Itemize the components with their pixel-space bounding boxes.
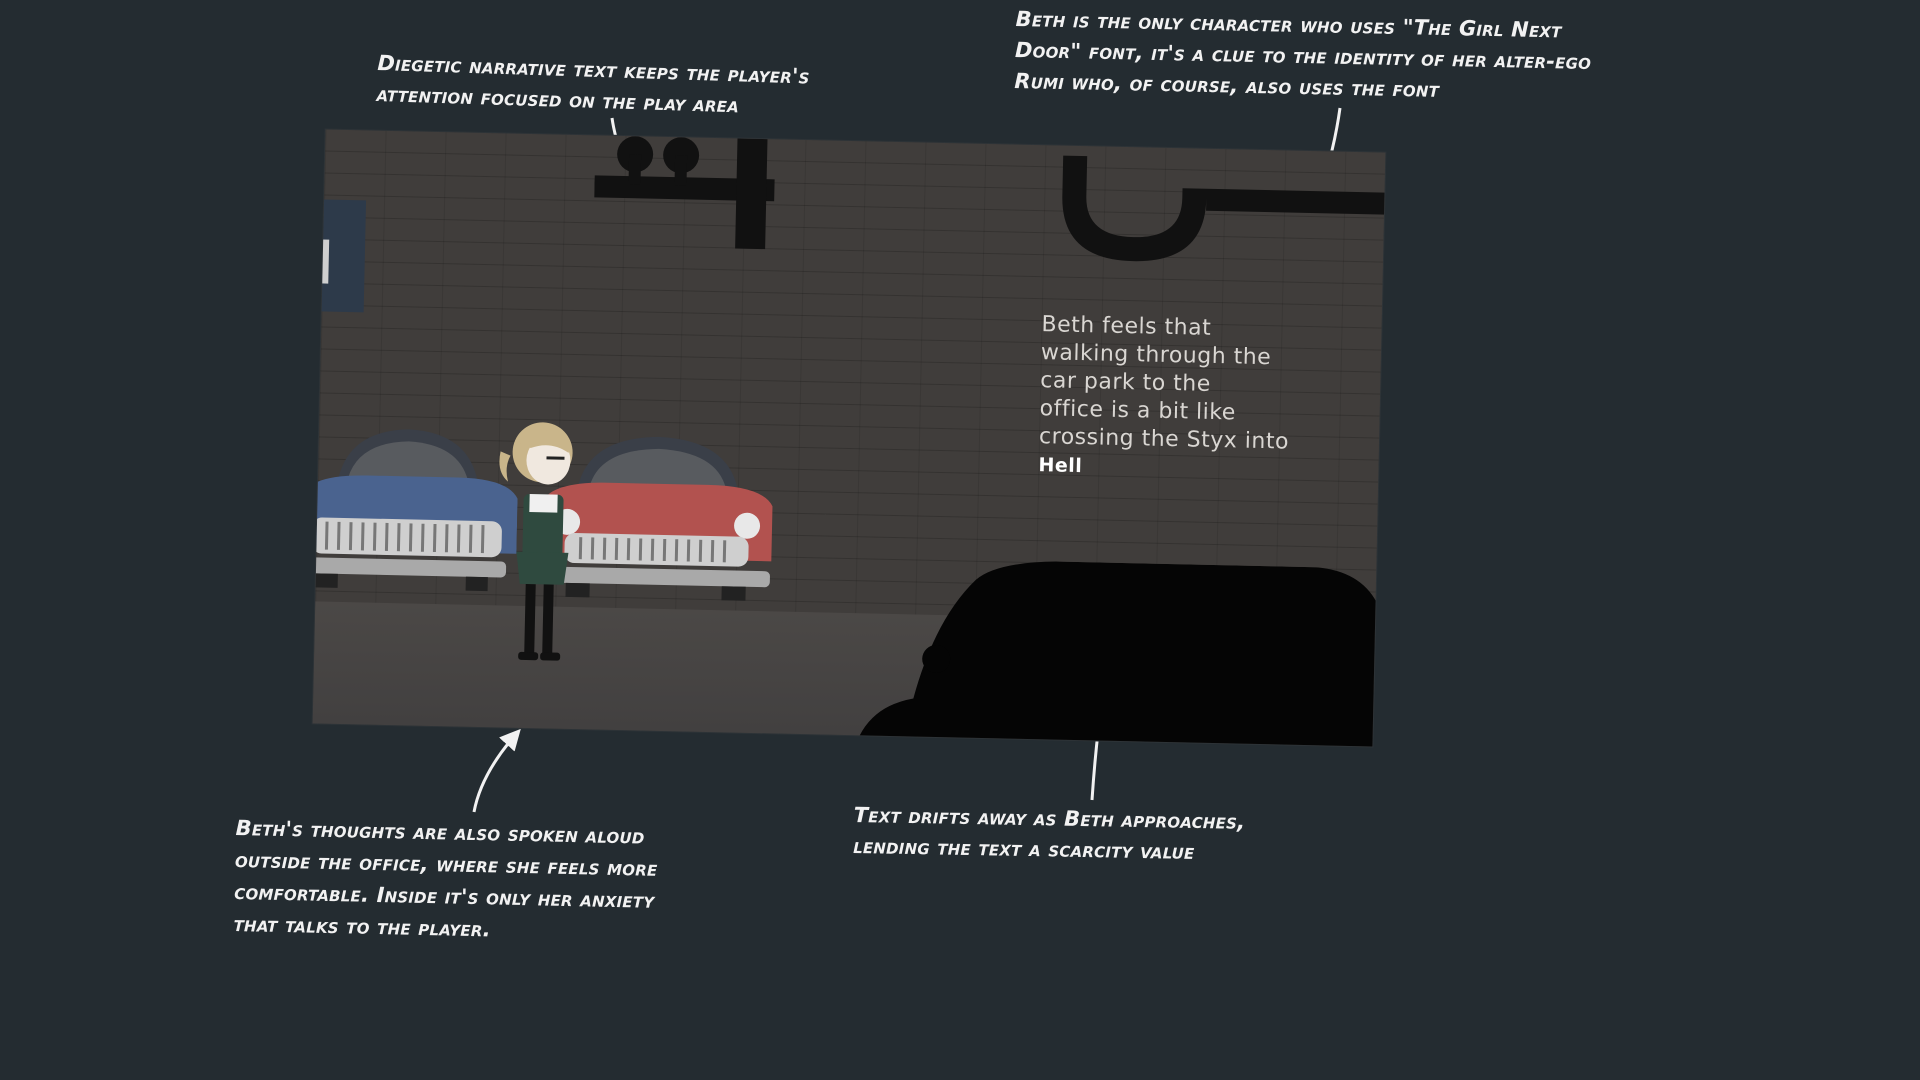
thought-line: office is a bit like xyxy=(1039,396,1237,426)
thought-line: walking through the xyxy=(1040,340,1272,371)
beth-character-icon xyxy=(486,411,598,673)
thought-highlight: Hell xyxy=(1038,454,1083,478)
overhead-pipes-icon xyxy=(593,130,1385,273)
annotation-line: Rumi who, of course, also uses the font xyxy=(1014,68,1440,102)
annotation-font-clue xyxy=(1014,4,1592,109)
thought-line: crossing the Styx into xyxy=(1038,424,1290,455)
annotation-line: Text drifts away as Beth approaches, xyxy=(853,802,1246,834)
annotation-line: Beth's thoughts are also spoken aloud xyxy=(235,815,645,849)
annotation-line: attention focused on the play area xyxy=(376,81,740,118)
arrow-spoken xyxy=(474,732,518,812)
annotation-line: that talks to the player. xyxy=(233,911,492,942)
annotation-text-drift xyxy=(853,800,1246,869)
thought-line: Beth feels that xyxy=(1041,312,1212,341)
beth-thought-text xyxy=(1038,311,1332,485)
annotation-line: comfortable. Inside it's only her anxiety xyxy=(234,879,655,913)
annotation-diegetic xyxy=(376,48,810,124)
annotation-line: Diegetic narrative text keeps the player's xyxy=(377,50,810,89)
wall-sign xyxy=(318,199,366,312)
annotation-line: lending the text a scarcity value xyxy=(852,833,1195,864)
annotation-line: Door" font, it's a clue to the identity of her alter-ego xyxy=(1014,37,1592,75)
annotation-line: outside the office, where she feels more xyxy=(234,847,658,881)
game-scene xyxy=(313,130,1386,747)
annotation-line: Beth is the only character who uses "The Girl Next xyxy=(1015,6,1562,43)
annotation-spoken-aloud xyxy=(233,812,658,949)
dark-car-silhouette-icon xyxy=(852,557,1385,746)
thought-line: car park to the xyxy=(1040,368,1212,397)
